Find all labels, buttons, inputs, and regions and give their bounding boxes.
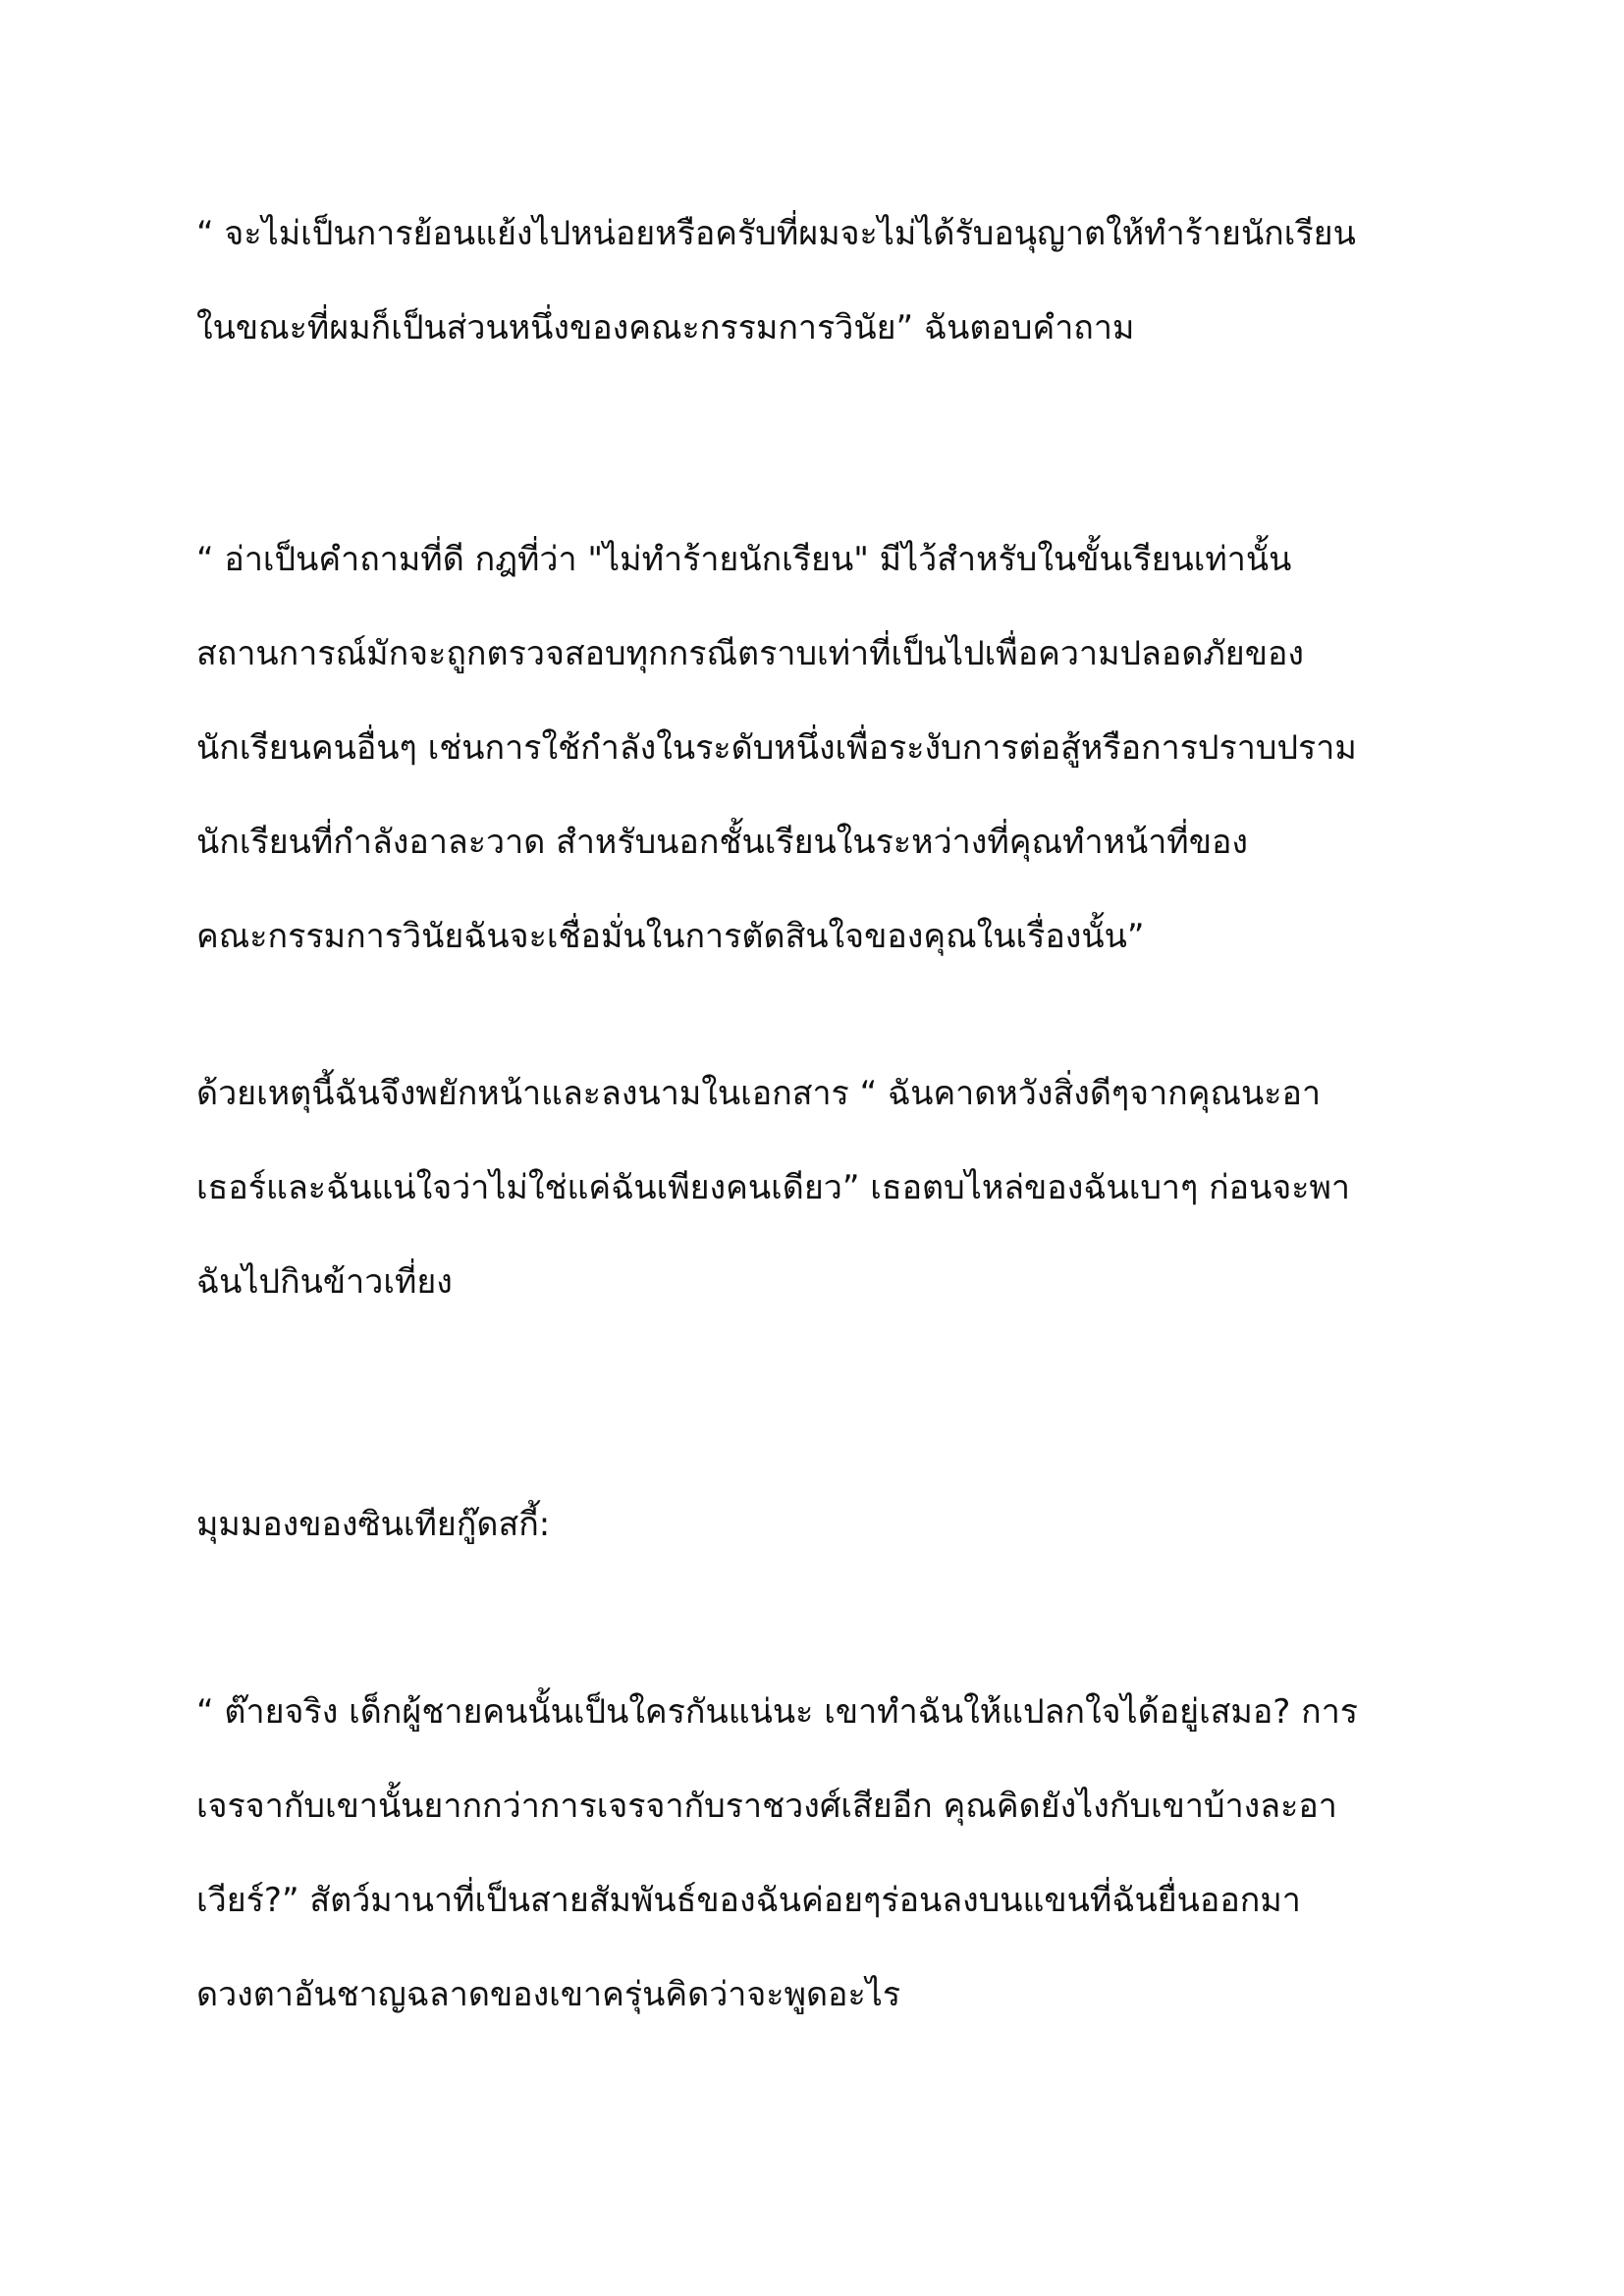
text-line: สถานการณ์มักจะถูกตรวจสอบทุกกรณีตราบเท่าที่เป็นไปเพื่อความปลอดภัยของ <box>196 634 1304 673</box>
text-line: “ อ่าเป็นคำถามที่ดี กฎที่ว่า "ไม่ทำร้ายนักเรียน" มีไว้สำหรับในขั้นเรียนเท่านั้น <box>196 540 1292 579</box>
paragraph-1 <box>196 187 1463 375</box>
section-heading <box>196 1477 1463 1572</box>
text-line: เจรจากับเขานั้นยากกว่าการเจรจากับราชวงศ์เสียอีก คุณคิดยังไงกับเขาบ้างละอา <box>196 1787 1337 1826</box>
text-line: “ จะไม่เป็นการย้อนแย้งไปหน่อยหรือครับที่ผมจะไม่ได้รับอนุญาตให้ทำร้ายนักเรียน <box>196 214 1356 253</box>
paragraph-2 <box>196 512 1463 984</box>
paragraph-3 <box>196 1046 1463 1329</box>
text-line: คณะกรรมการวินัยฉันจะเชื่อมั่นในการตัดสินใจของคุณในเรื่องนั้น” <box>196 917 1145 956</box>
text-line: เวียร์?” สัตว์มานาที่เป็นสายสัมพันธ์ของฉันค่อยๆร่อนลงบนแขนที่ฉันยื่นออกมา <box>196 1881 1301 1920</box>
text-line: มุมมองของซินเทียกู๊ดสกี้: <box>196 1505 551 1544</box>
text-line: เธอร์และฉันแน่ใจว่าไม่ใช่แค่ฉันเพียงคนเดียว” เธอตบไหล่ของฉันเบาๆ ก่อนจะพา <box>196 1168 1351 1207</box>
text-line: ฉันไปกินข้าวเที่ยง <box>196 1262 453 1302</box>
paragraph-5 <box>196 1665 1463 2042</box>
text-line: ในขณะที่ผมก็เป็นส่วนหนึ่งของคณะกรรมการวินัย” ฉันตอบคำถาม <box>196 308 1135 347</box>
text-line: “ ต๊ายจริง เด็กผู้ชายคนนั้นเป็นใครกันแน่นะ เขาทำฉันให้แปลกใจได้อยู่เสมอ? การ <box>196 1692 1359 1732</box>
text-line: ดวงตาอันชาญฉลาดของเขาครุ่นคิดว่าจะพูดอะไร <box>196 1975 901 2014</box>
text-line: นักเรียนคนอื่นๆ เช่นการใช้กำลังในระดับหนึ่งเพื่อระงับการต่อสู้หรือการปราบปราม <box>196 728 1357 768</box>
text-line: นักเรียนที่กำลังอาละวาด สำหรับนอกชั้นเรียนในระหว่างที่คุณทำหน้าที่ของ <box>196 823 1248 862</box>
text-line: ด้วยเหตุนี้ฉันจึงพยักหน้าและลงนามในเอกสาร “ ฉันคาดหวังสิ่งดีๆจากคุณนะอา <box>196 1074 1322 1113</box>
